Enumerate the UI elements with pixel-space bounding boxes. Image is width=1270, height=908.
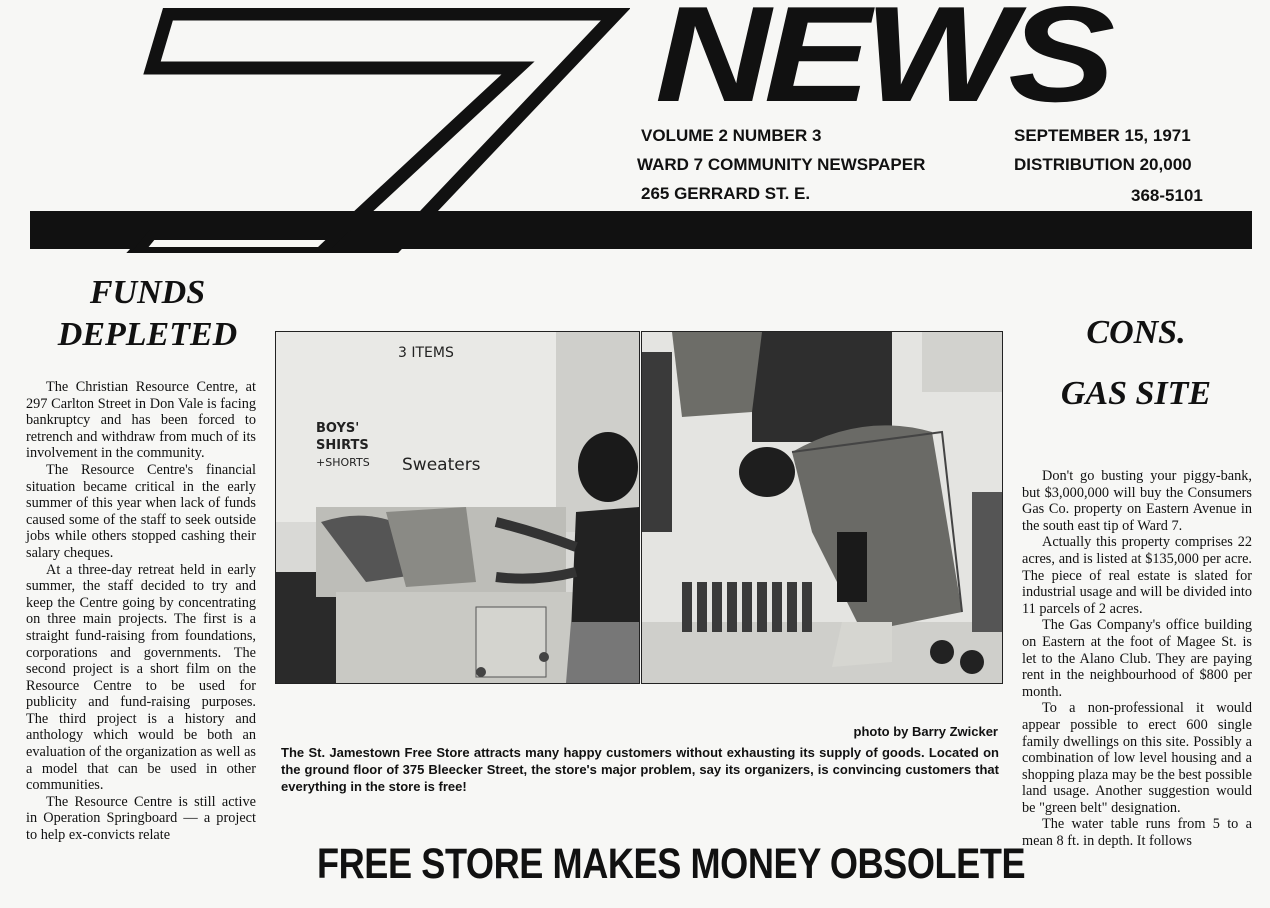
paragraph: Don't go busting your piggy-bank, but $3,000,000 will buy the Consumers Gas Co. property on Eastern Avenue in the south east tip of Ward 7.	[1022, 468, 1252, 534]
photo-caption: The St. Jamestown Free Store attracts many happy customers without exhausting its supply of goods. Located on the ground floor of 375 Bleecker Street, the store's major problem, say its organizers, is convincing customers that everything in the store is free!	[281, 745, 999, 794]
left-article-body	[26, 379, 256, 844]
svg-text:BOYS': BOYS'	[316, 421, 360, 436]
right-headline-line1: CONS.	[1086, 314, 1186, 351]
photo-right-image	[642, 332, 1002, 683]
paragraph: The water table runs from 5 to a mean 8 ft. in depth. It follows	[1022, 816, 1252, 850]
photo-left-image	[276, 332, 639, 683]
photo-right	[641, 331, 1003, 684]
photo-left	[275, 331, 640, 684]
photo-credit: photo by Barry Zwicker	[853, 724, 998, 739]
volume-number: VOLUME 2 NUMBER 3	[641, 126, 822, 145]
paragraph: The Resource Centre's financial situation became critical in the early summer of this year when lack of funds caused some of the staff to seek outside jobs while others stopped cashing their salary cheques.	[26, 461, 256, 561]
svg-text:+SHORTS: +SHORTS	[316, 456, 370, 469]
left-headline-line2: DEPLETED	[57, 316, 238, 353]
paragraph: The Christian Resource Centre, at 297 Carlton Street in Don Vale is facing bankruptcy and has been forced to retrench and withdraw from much of its involvement in the community.	[26, 379, 256, 462]
masthead-news-logo: NEWS	[655, 0, 1109, 130]
paragraph: The Resource Centre is still active in Operation Springboard — a project to help ex-convicts relate	[26, 793, 256, 844]
address: 265 GERRARD ST. E.	[641, 184, 811, 203]
paragraph: To a non-professional it would appear possible to erect 600 single family dwellings on this site. Possibly a combination of low level housing and a shopping plaza may be the best possible land usage. Another suggestion would be "green belt" designation.	[1022, 700, 1252, 816]
right-headline-line2: GAS SITE	[1060, 375, 1212, 412]
paragraph: Actually this property comprises 22 acres, and is listed at $135,000 per acre. The piece of real estate is slated for industrial usage and will be divided into 11 parcels of 2 acres.	[1022, 534, 1252, 617]
svg-text:Sweaters: Sweaters	[402, 455, 481, 475]
paper-name: WARD 7 COMMUNITY NEWSPAPER	[637, 155, 926, 174]
seven-logo-foot	[20, 8, 630, 253]
issue-date: SEPTEMBER 15, 1971	[1014, 126, 1191, 145]
right-article-body	[1022, 468, 1252, 850]
paragraph: The Gas Company's office building on Eastern at the foot of Magee St. is let to the Alano Club. They are paying rent in the neighbourhood of $800 per month.	[1022, 617, 1252, 700]
paragraph: At a three-day retreat held in early summer, the staff decided to try and keep the Centre going by concentrating on three main projects. The first is a straight fund-raising from foundations, corporations and governments. The second project is a short film on the Resource Centre to be used for publicity and fund-raising purposes. The third project is a history and anthology which would be both an evaluation of the organization as well as a model that can be used in other communities.	[26, 561, 256, 794]
free-store-headline: FREE STORE MAKES MONEY OBSOLETE	[317, 840, 1026, 888]
svg-text:SHIRTS: SHIRTS	[316, 438, 369, 453]
phone-number: 368-5101	[1131, 186, 1203, 205]
left-headline-line1: FUNDS	[89, 274, 206, 311]
distribution: DISTRIBUTION 20,000	[1014, 155, 1192, 174]
svg-text:3 ITEMS: 3 ITEMS	[398, 345, 454, 361]
